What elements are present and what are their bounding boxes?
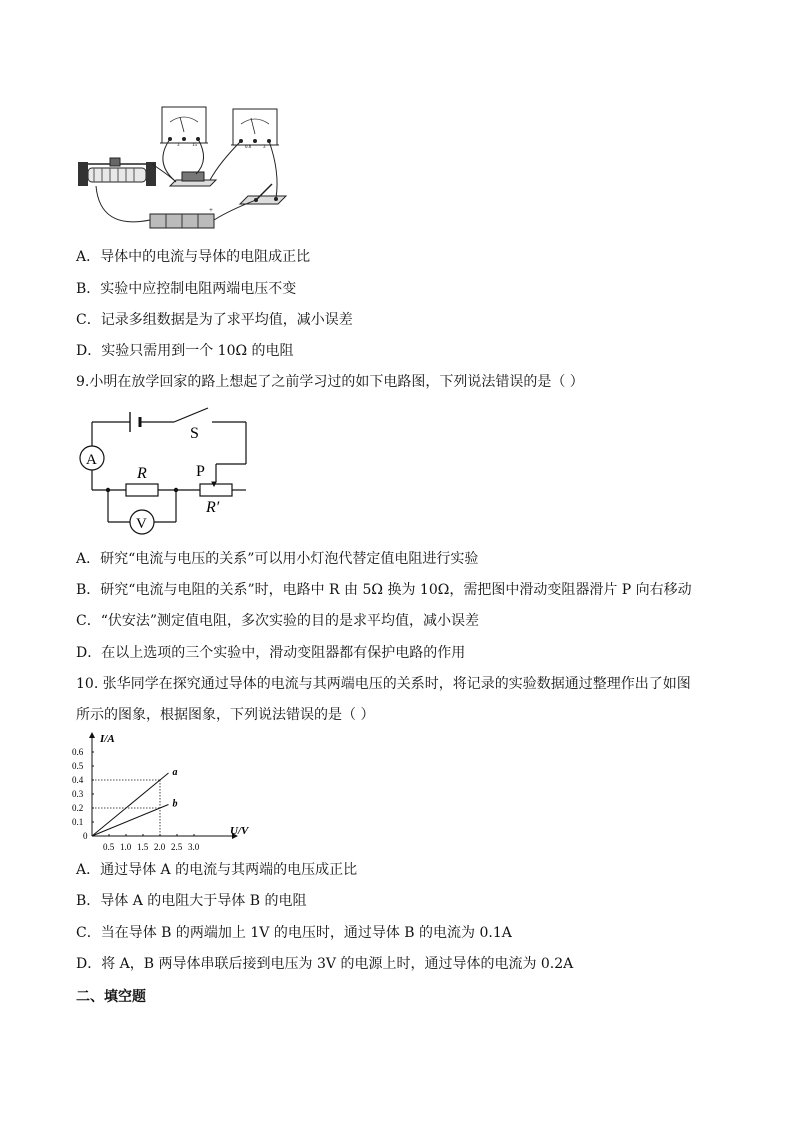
x-tick-label: 3.0 (188, 842, 200, 852)
q8-option-d: D．实验只需用到一个 10Ω 的电阻 (76, 343, 294, 359)
resistor-symbol (126, 484, 158, 496)
resistor-label: R (137, 465, 147, 482)
q9-option-c: C．“伏安法”测定值电阻，多次实验的目的是求平均值，减小误差 (76, 613, 480, 629)
rheostat-symbol (200, 484, 232, 496)
q10-stem-line2: 所示的图象，根据图象，下列说法错误的是（ ） (76, 707, 375, 723)
slider-label: P (196, 463, 205, 480)
x-axis-label: U/V (230, 825, 249, 837)
y-tick-label: 0.6 (72, 747, 84, 757)
section-title: 二、填空题 (76, 989, 146, 1005)
fixed-resistor (170, 172, 216, 186)
y-tick-label: 0.1 (72, 817, 84, 827)
q8-option-b: B．实验中应控制电阻两端电压不变 (76, 281, 297, 297)
x-tick-label: 1.0 (120, 842, 132, 852)
q9-option-a: A．研究“电流与电压的关系”可以用小灯泡代替定值电阻进行实验 (76, 551, 479, 567)
q10-option-d: D．将 A，B 两导体串联后接到电压为 3V 的电源上时，通过导体的电流为 0.2A (76, 956, 574, 972)
circuit-diagram (74, 398, 254, 538)
voltmeter-scale-3: 3 (177, 143, 180, 148)
q10-option-a: A．通过导体 A 的电流与其两端的电压成正比 (76, 862, 358, 878)
q10-option-b: B．导体 A 的电阻大于导体 B 的电阻 (76, 893, 307, 909)
switch (240, 184, 286, 204)
q10-stem-line1: 10. 张华同学在探究通过导体的电流与其两端电压的关系时，将记录的实验数据通过整理作出了如图 (76, 676, 691, 692)
x-tick-label: 2.5 (171, 842, 183, 852)
y-tick-label: 0.5 (72, 761, 84, 771)
rheostat-label: R′ (206, 499, 220, 516)
iv-chart (72, 730, 262, 856)
x-tick-label: 1.5 (137, 842, 149, 852)
voltmeter-label: V (136, 516, 147, 532)
q8-option-a: A．导体中的电流与导体的电阻成正比 (76, 249, 311, 265)
q9-option-b: B．研究“电流与电阻的关系”时，电路中 R 由 5Ω 换为 10Ω，需把图中滑动变阻器滑片 P 向右移动 (76, 582, 692, 598)
ammeter-label: A (86, 452, 97, 468)
q8-option-c: C．记录多组数据是为了求平均值，减小误差 (76, 312, 353, 328)
q9-stem: 9.小明在放学回家的路上想起了之前学习过的如下电路图，下列说法错误的是（ ） (76, 374, 584, 390)
rheostat (78, 158, 156, 186)
battery-positive-label: + (209, 206, 213, 214)
series-line-a (92, 773, 169, 836)
switch-label: S (190, 425, 199, 442)
voltmeter (160, 107, 208, 148)
series-line-b (92, 805, 169, 837)
ammeter-scale-3: 3 (263, 145, 266, 150)
origin-label: 0 (83, 831, 88, 841)
series-label-b: b (172, 798, 178, 810)
y-tick-label: 0.4 (72, 775, 84, 785)
ammeter-scale-0.6: 0.6 (245, 145, 252, 150)
voltmeter-scale-15: 15 (192, 143, 197, 148)
y-tick-label: 0.2 (72, 803, 84, 813)
x-tick-label: 0.5 (103, 842, 115, 852)
x-tick-label: 2.0 (154, 842, 166, 852)
battery (150, 206, 214, 228)
apparatus-figure (70, 102, 290, 240)
y-axis-label: I/A (100, 733, 115, 745)
y-axis-arrow (89, 732, 95, 738)
y-tick-label: 0.3 (72, 789, 84, 799)
q10-option-c: C．当在导体 B 的两端加上 1V 的电压时，通过导体 B 的电流为 0.1A (76, 925, 512, 941)
series-label-a: a (172, 767, 178, 778)
q9-option-d: D．在以上选项的三个实验中，滑动变阻器都有保护电路的作用 (76, 645, 466, 661)
